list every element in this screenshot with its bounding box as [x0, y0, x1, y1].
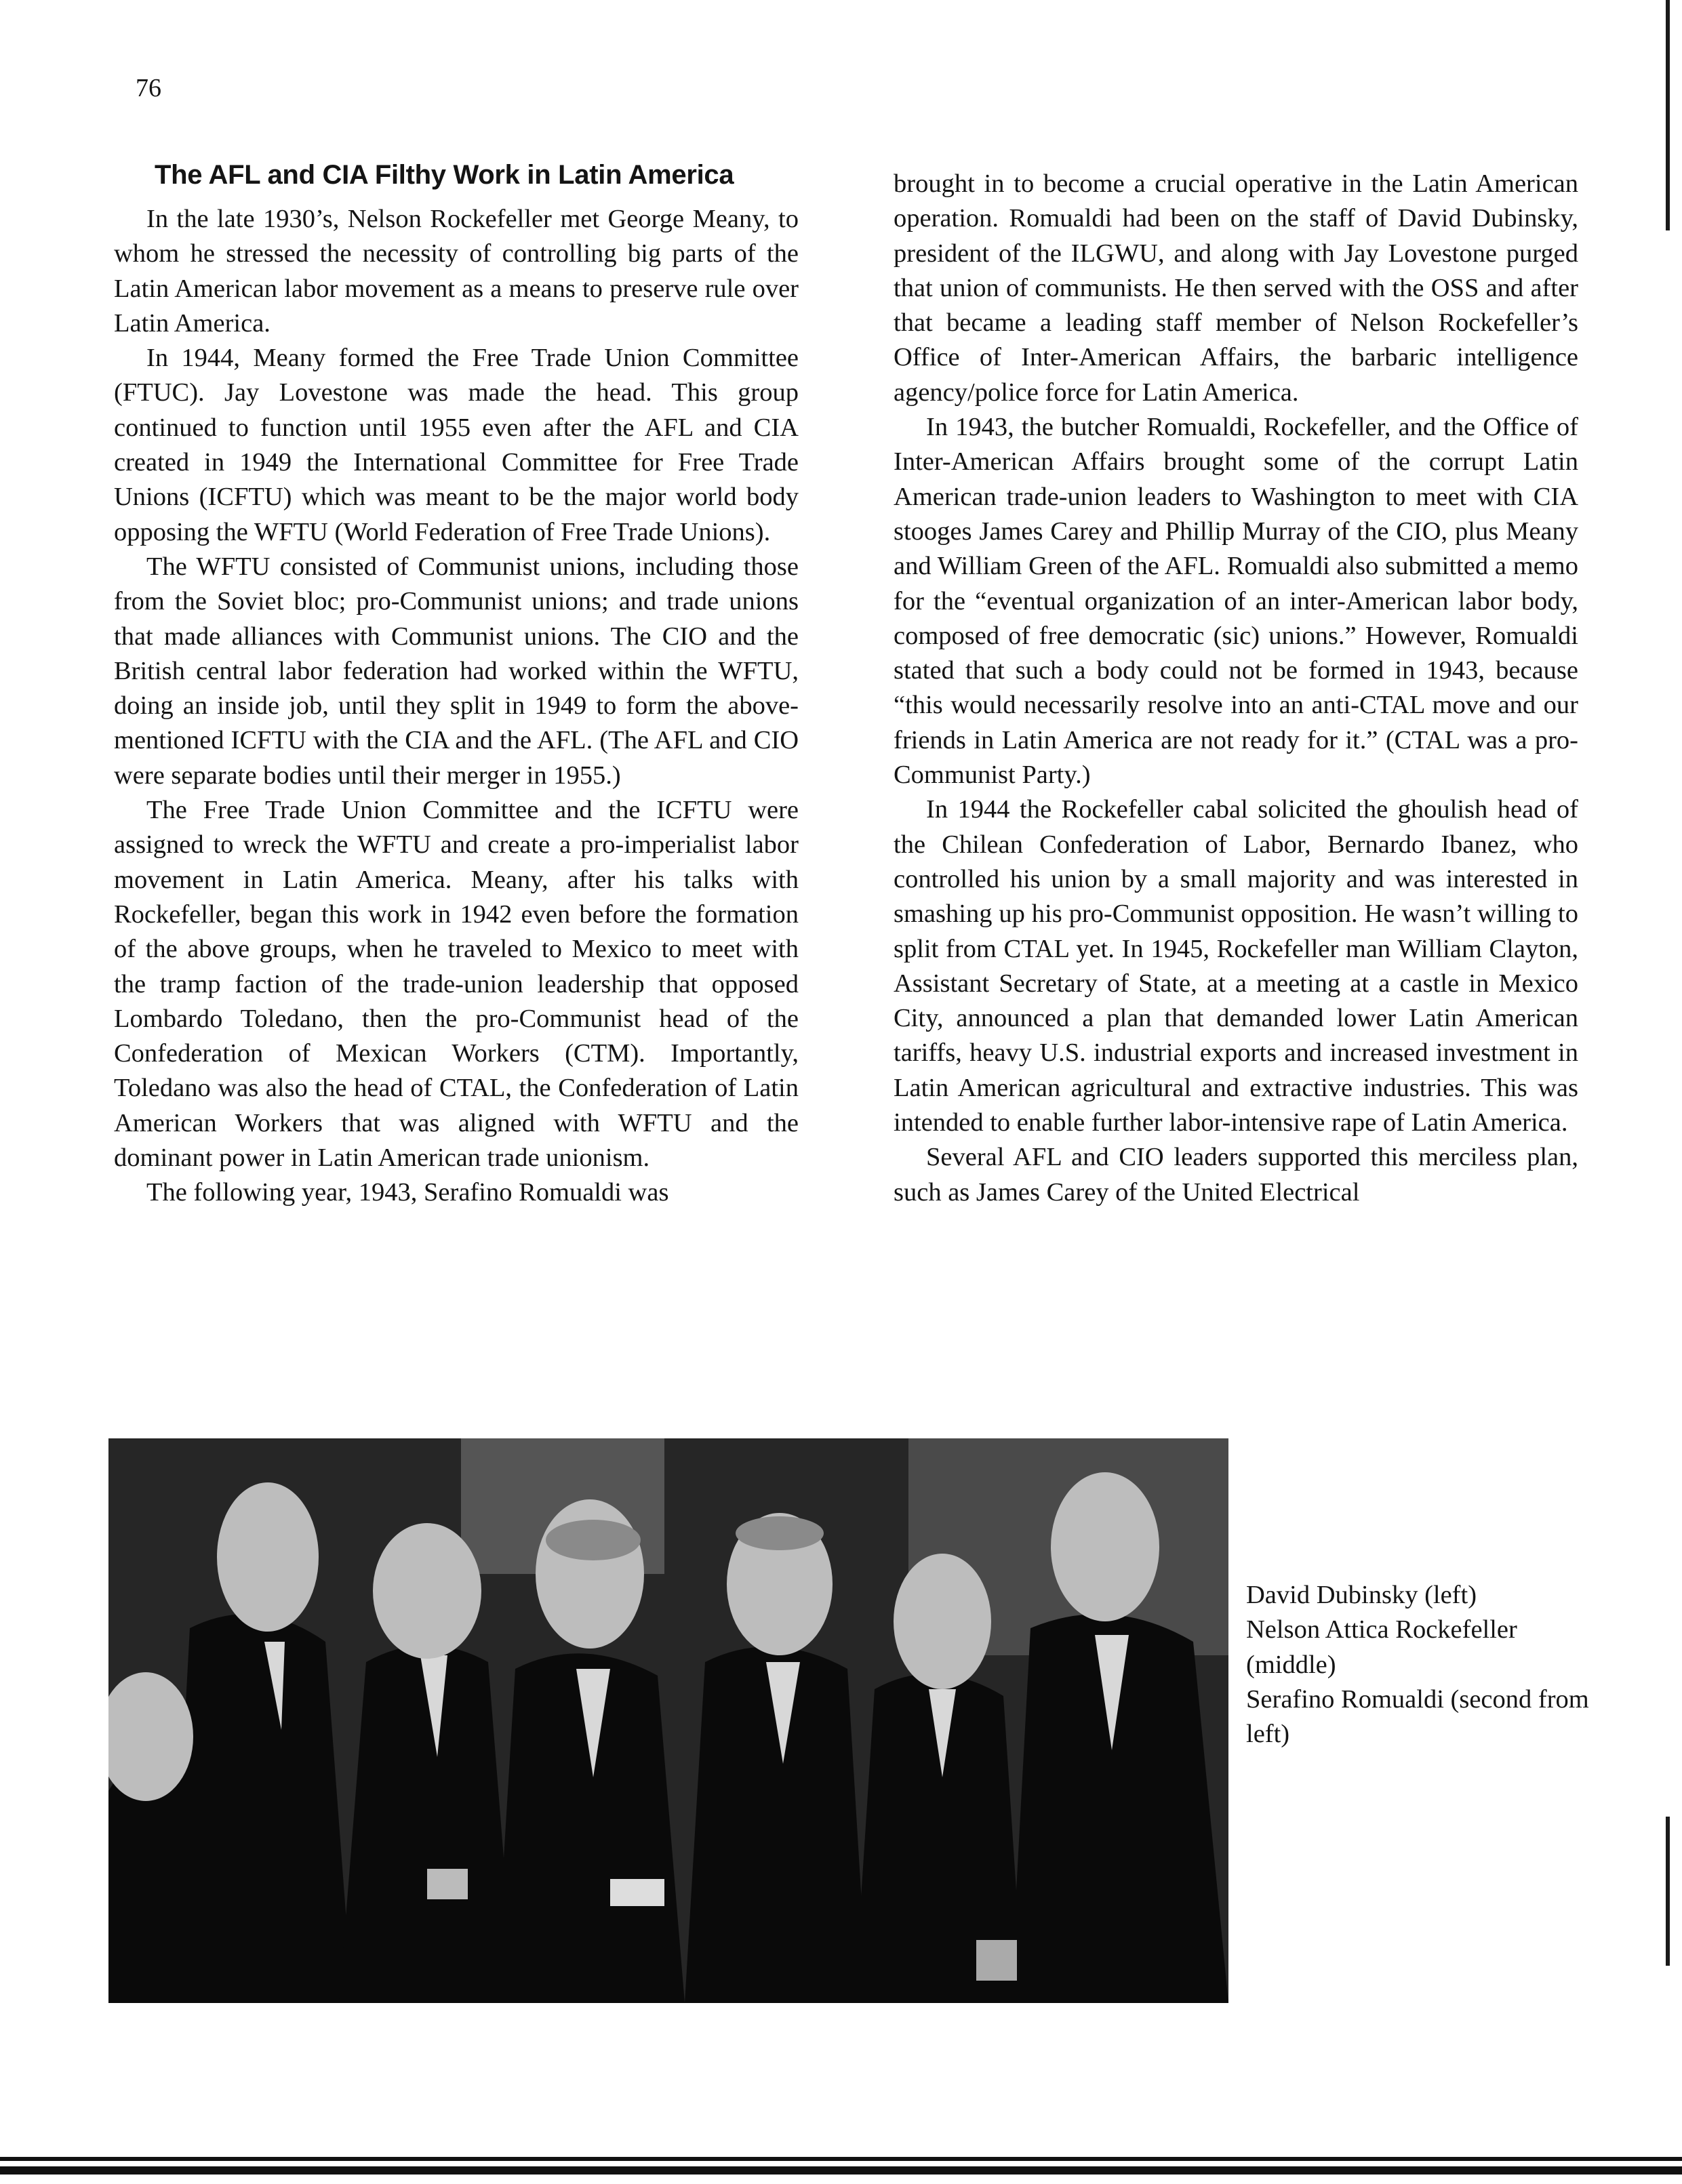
group-photo-illustration [108, 1438, 1228, 2003]
caption-line: Nelson Attica Rockefeller (middle) [1246, 1615, 1517, 1679]
article-title: The AFL and CIA Filthy Work in Latin America [155, 160, 734, 190]
paragraph: The following year, 1943, Serafino Romualdi was [146, 1178, 669, 1207]
page-edge-mark [1666, 0, 1670, 230]
photo-caption [1246, 1578, 1599, 1752]
page-number: 76 [136, 74, 161, 102]
paragraph: Several AFL and CIO leaders supported this merciless plan, such as James Carey of the United Electrical [894, 1143, 1578, 1207]
group-photo [108, 1438, 1228, 2003]
paragraph-continuation: brought in to become a crucial operative in the Latin American operation. Romualdi had been on the staff of David Dubinsky, president of the ILGWU, and along with Jay Lovestone purged that union of communists. He then served with the OSS and after that became a leading staff member of Nelson Rockefeller’s Office of Inter-American Affairs, the barbaric intelligence agency/police force for Latin America. [894, 169, 1578, 407]
right-column [894, 167, 1578, 1210]
caption-line: David Dubinsky (left) [1246, 1581, 1477, 1609]
paragraph: In 1944 the Rockefeller cabal solicited the ghoulish head of the Chilean Confederation of Labor, Bernardo Ibanez, who controlled his union by a small majority and was interested in smashing up his pro-Communist opposition. He wasn’t willing to split from CTAL yet. In 1945, Rockefeller man William Clayton, Assistant Secretary of State, at a meeting at a castle in Mexico City, announced a plan that demanded lower Latin American tariffs, heavy U.S. industrial exports and increased investment in Latin American agricultural and extractive industries. This was intended to enable further labor-intensive rape of Latin America. [894, 795, 1578, 1137]
paragraph: In the late 1930’s, Nelson Rockefeller met George Meany, to whom he stressed the necessity of controlling big parts of the Latin American labor movement as a means to preserve rule over Latin America. [114, 205, 799, 338]
caption-line: Serafino Romualdi (second from left) [1246, 1684, 1589, 1749]
paragraph: The WFTU consisted of Communist unions, including those from the Soviet bloc; pro-Communist unions; and trade unions that made alliances with Communist unions. The CIO and the British central labor federation had worked within the WFTU, doing an inside job, until they split in 1949 to form the above-mentioned ICFTU with the CIA and the AFL. (The AFL and CIO were separate bodies until their merger in 1955.) [114, 552, 799, 790]
bottom-rule [0, 2157, 1682, 2161]
bottom-rule [0, 2166, 1682, 2175]
paragraph: In 1944, Meany formed the Free Trade Union Committee (FTUC). Jay Lovestone was made the head. This group continued to function until 1955 even after the AFL and CIA created in 1949 the International Committee for Free Trade Unions (ICFTU) which was meant to be the major world body opposing the WFTU (World Federation of Free Trade Unions). [114, 344, 799, 546]
paragraph: In 1943, the butcher Romualdi, Rockefeller, and the Office of Inter-American Affairs brought some of the corrupt Latin American trade-union leaders to Washington to meet with CIA stooges James Carey and Phillip Murray of the CIO, plus Meany and William Green of the AFL. Romualdi also submitted a memo for the “eventual organization of an inter-American labor body, composed of free democratic (sic) unions.” However, Romualdi stated that such a body could not be formed in 1943, because “this would necessarily resolve into an anti-CTAL move and our friends in Latin America are not ready for it.” (CTAL was a pro-Communist Party.) [894, 413, 1578, 790]
left-column [114, 202, 799, 1211]
page-edge-mark [1666, 1817, 1670, 1966]
paragraph: The Free Trade Union Committee and the ICFTU were assigned to wreck the WFTU and create a pro-imperialist labor movement in Latin America. Meany, after his talks with Rockefeller, began this work in 1942 even before the formation of the above groups, when he traveled to Mexico to meet with the tramp faction of the trade-union leadership that opposed Lombardo Toledano, then the pro-Communist head of the Confederation of Mexican Workers (CTM). Importantly, Toledano was also the head of CTAL, the Confederation of Latin American Workers that was aligned with WFTU and the dominant power in Latin American trade unionism. [114, 796, 799, 1173]
